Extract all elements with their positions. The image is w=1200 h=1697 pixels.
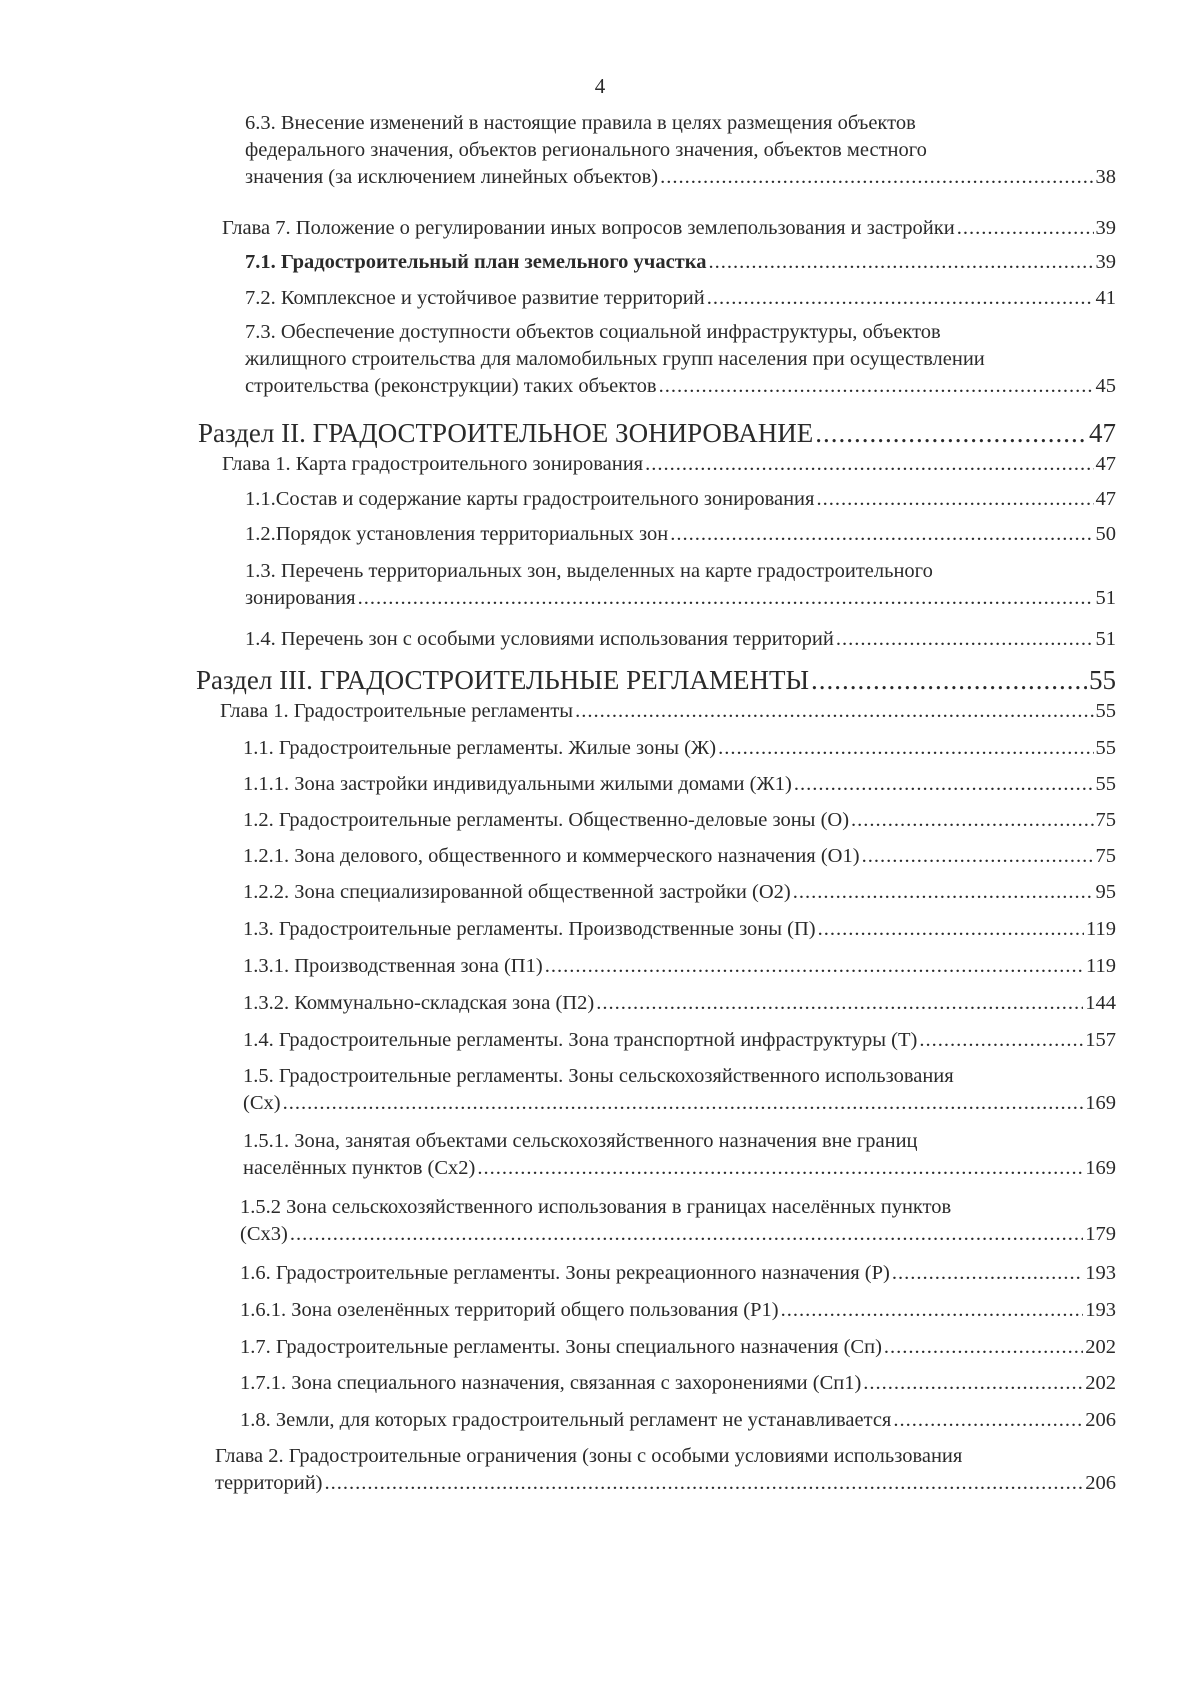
toc-entry: [198, 417, 1116, 449]
toc-entry-title: 1.1.1. Зона застройки индивидуальными жилыми домами (Ж1): [243, 773, 792, 795]
toc-entry-title: (Сх3): [240, 1223, 288, 1245]
toc-entry-title: 1.3.1. Производственная зона (П1): [243, 955, 543, 977]
toc-entry-last-line: [243, 735, 1116, 762]
toc-entry-number: 1.2.: [245, 523, 276, 545]
dot-leader: [575, 698, 1093, 725]
page-number: 4: [594, 74, 606, 98]
toc-entry-title: Раздел III. ГРАДОСТРОИТЕЛЬНЫЕ РЕГЛАМЕНТЫ: [196, 665, 810, 695]
toc-entry-last-line: [243, 807, 1116, 834]
toc-entry-last-line: [240, 1297, 1116, 1324]
toc-entry-last-line: [243, 1090, 1116, 1117]
toc-entry: [243, 735, 1116, 762]
toc-entry-page: 47: [1089, 418, 1116, 448]
toc-entry: [240, 1334, 1116, 1361]
dot-leader: [670, 521, 1093, 548]
dot-leader: [811, 664, 1087, 696]
dot-leader: [793, 879, 1094, 906]
toc-entry-title: Раздел II. ГРАДОСТРОИТЕЛЬНОЕ ЗОНИРОВАНИЕ: [198, 418, 814, 448]
toc-entry-last-line: [243, 879, 1116, 906]
toc-entry-page: 47: [1095, 453, 1116, 475]
dot-leader: [283, 1090, 1084, 1117]
toc-entry-line: [215, 1443, 1116, 1470]
dot-leader: [659, 373, 1094, 400]
toc-entry-title: Состав и содержание карты градостроительного зонирования: [275, 488, 815, 510]
dot-leader: [893, 1407, 1083, 1434]
toc-entry: [243, 916, 1116, 943]
toc-entry: [243, 990, 1116, 1017]
dot-leader: [596, 990, 1083, 1017]
dot-leader: [815, 417, 1087, 449]
toc-entry: [245, 558, 1116, 612]
toc-entry-page: 39: [1095, 251, 1116, 273]
toc-entry-last-line: [243, 1027, 1116, 1054]
toc-entry: [245, 521, 1116, 548]
toc-entry-last-line: [243, 771, 1116, 798]
dot-leader: [645, 451, 1093, 478]
toc-entry-title: 1.4. Перечень зон с особыми условиями использования территорий: [245, 628, 834, 650]
toc-entry-title: 1.4. Градостроительные регламенты. Зона транспортной инфраструктуры (Т): [243, 1029, 918, 1051]
toc-entry: [245, 486, 1116, 513]
toc-entry-last-line: [243, 1155, 1116, 1182]
toc-entry-page: 55: [1095, 700, 1116, 722]
toc-entry-title: 1.5.2 Зона сельскохозяйственного использования в границах населённых пунктов: [240, 1196, 952, 1218]
toc-entry-title: 1.6. Градостроительные регламенты. Зоны рекреационного назначения (Р): [240, 1262, 890, 1284]
dot-leader: [707, 285, 1094, 312]
toc-entry-title: 6.3. Внесение изменений в настоящие правила в целях размещения объектов: [245, 112, 916, 134]
toc-entry: [245, 319, 1116, 400]
dot-leader: [862, 843, 1094, 870]
toc-entry-title: жилищного строительства для маломобильных групп населения при осуществлении: [245, 348, 985, 370]
toc-entry-number: 1.1.: [245, 488, 276, 510]
toc-entry-title: 7.1. Градостроительный план земельного участка: [245, 251, 707, 273]
toc-entry: [240, 1370, 1116, 1397]
dot-leader: [818, 916, 1084, 943]
toc-entry-last-line: [245, 249, 1116, 276]
toc-entry-last-line: [222, 451, 1116, 478]
toc-entry-page: 193: [1085, 1299, 1116, 1321]
toc-entry-title: Глава 2. Градостроительные ограничения (зоны с особыми условиями использования: [215, 1445, 963, 1467]
toc-entry-last-line: [245, 285, 1116, 312]
toc-entry-page: 119: [1086, 955, 1116, 977]
toc-entry-title: 1.2. Градостроительные регламенты. Общественно-деловые зоны (О): [243, 809, 850, 831]
toc-entry-page: 45: [1095, 375, 1116, 397]
toc-entry-page: 119: [1086, 918, 1116, 940]
dot-leader: [325, 1470, 1084, 1497]
toc-entry: [196, 664, 1116, 696]
toc-entry-title: 1.7. Градостроительные регламенты. Зоны специального назначения (Сп): [240, 1336, 882, 1358]
toc-entry-title: (Сх): [243, 1092, 281, 1114]
toc-entry-page: 206: [1085, 1472, 1116, 1494]
toc-entry-title: значения (за исключением линейных объектов): [245, 166, 659, 188]
dot-leader: [709, 249, 1094, 276]
toc-entry-line: [243, 1128, 1116, 1155]
toc-entry-title: 1.3. Градостроительные регламенты. Производственные зоны (П): [243, 918, 816, 940]
dot-leader: [545, 953, 1084, 980]
toc-entry: [220, 698, 1116, 725]
toc-entry-title: зонирования: [245, 587, 356, 609]
toc-entry: [243, 807, 1116, 834]
dot-leader: [290, 1221, 1083, 1248]
toc-entry-title: 1.6.1. Зона озеленённых территорий общего пользования (Р1): [240, 1299, 779, 1321]
toc-entry-page: 202: [1085, 1372, 1116, 1394]
toc-entry-page: 179: [1085, 1223, 1116, 1245]
dot-leader: [836, 626, 1094, 653]
dot-leader: [781, 1297, 1084, 1324]
toc-entry-title: территорий): [215, 1472, 323, 1494]
toc-entry-last-line: [222, 215, 1116, 242]
toc-entry: [243, 843, 1116, 870]
toc-entry: [240, 1260, 1116, 1287]
toc-entry-page: 202: [1085, 1336, 1116, 1358]
toc-entry-last-line: [245, 373, 1116, 400]
toc-entry: [243, 879, 1116, 906]
toc-entry-last-line: [245, 521, 1116, 548]
dot-leader: [892, 1260, 1083, 1287]
toc-entry-title: 7.3. Обеспечение доступности объектов социальной инфраструктуры, объектов: [245, 321, 941, 343]
toc-entry-line: [245, 137, 1116, 164]
toc-entry-title: населённых пунктов (Сх2): [243, 1157, 476, 1179]
toc-entry-line: [243, 1063, 1116, 1090]
dot-leader: [794, 771, 1094, 798]
toc-entry-title: строительства (реконструкции) таких объектов: [245, 375, 657, 397]
toc-entry-line: [245, 558, 1116, 585]
toc-entry-line: [245, 110, 1116, 137]
toc-entry-page: 50: [1095, 523, 1116, 545]
toc-entry-page: 95: [1095, 881, 1116, 903]
toc-entry-last-line: [198, 417, 1116, 449]
toc-entry-page: 206: [1085, 1409, 1116, 1431]
toc-entry: [240, 1194, 1116, 1248]
toc-entry-page: 51: [1095, 587, 1116, 609]
dot-leader: [919, 1027, 1083, 1054]
toc-entry-page: 157: [1085, 1029, 1116, 1051]
toc-entry-title: Глава 7. Положение о регулировании иных вопросов землепользования и застройки: [222, 217, 955, 239]
toc-entry-title: 7.2. Комплексное и устойчивое развитие территорий: [245, 287, 705, 309]
toc-entry-title: Порядок установления территориальных зон: [275, 523, 669, 545]
toc-entry-page: 144: [1085, 992, 1116, 1014]
dot-leader: [816, 486, 1093, 513]
toc-entry-title: Глава 1. Градостроительные регламенты: [220, 700, 574, 722]
toc-entry: [245, 285, 1116, 312]
toc-entry-last-line: [240, 1334, 1116, 1361]
toc-entry-last-line: [220, 698, 1116, 725]
toc-entry-page: 55: [1095, 737, 1116, 759]
dot-leader: [851, 807, 1093, 834]
toc-entry-last-line: [240, 1407, 1116, 1434]
toc-entry-last-line: [240, 1221, 1116, 1248]
toc-entry-last-line: [245, 626, 1116, 653]
toc-entry-line: [240, 1194, 1116, 1221]
toc-entry-last-line: [243, 916, 1116, 943]
toc-entry-title: 1.3.2. Коммунально-складская зона (П2): [243, 992, 595, 1014]
toc-entry: [245, 249, 1116, 276]
toc-entry-page: 39: [1095, 217, 1116, 239]
toc-entry-title: 1.5.1. Зона, занятая объектами сельскохозяйственного назначения вне границ: [243, 1130, 918, 1152]
dot-leader: [660, 164, 1093, 191]
toc-entry-last-line: [243, 990, 1116, 1017]
toc-entry: [243, 1063, 1116, 1117]
toc-entry: [243, 953, 1116, 980]
toc-entry-title: 1.7.1. Зона специального назначения, связанная с захоронениями (Сп1): [240, 1372, 862, 1394]
dot-leader: [477, 1155, 1083, 1182]
toc-entry-last-line: [196, 664, 1116, 696]
toc-entry-title: 1.2.2. Зона специализированной общественной застройки (О2): [243, 881, 791, 903]
toc-entry-title: 1.2.1. Зона делового, общественного и коммерческого назначения (О1): [243, 845, 860, 867]
toc-entry: [245, 626, 1116, 653]
toc-entry: [243, 1027, 1116, 1054]
toc-entry-page: 47: [1095, 488, 1116, 510]
toc-entry-last-line: [240, 1370, 1116, 1397]
dot-leader: [884, 1334, 1083, 1361]
toc-entry-title: 1.1. Градостроительные регламенты. Жилые зоны (Ж): [243, 737, 717, 759]
toc-entry: [222, 451, 1116, 478]
toc-entry-last-line: [243, 953, 1116, 980]
toc-entry-line: [245, 346, 1116, 373]
toc-entry-page: 193: [1085, 1262, 1116, 1284]
toc-entry-last-line: [245, 585, 1116, 612]
toc-entry-title: Глава 1. Карта градостроительного зонирования: [222, 453, 644, 475]
toc-entry-page: 75: [1095, 845, 1116, 867]
toc-entry-title: 1.8. Земли, для которых градостроительный регламент не устанавливается: [240, 1409, 892, 1431]
toc-entry: [222, 215, 1116, 242]
toc-entry-title: федерального значения, объектов регионального значения, объектов местного: [245, 139, 927, 161]
dot-leader: [718, 735, 1093, 762]
toc-entry-line: [245, 319, 1116, 346]
toc-entry-page: 55: [1089, 665, 1116, 695]
toc-entry-page: 75: [1095, 809, 1116, 831]
toc-entry-page: 51: [1095, 628, 1116, 650]
toc-entry: [243, 771, 1116, 798]
toc-entry-page: 38: [1095, 166, 1116, 188]
toc-entry-title: 1.5. Градостроительные регламенты. Зоны сельскохозяйственного использования: [243, 1065, 954, 1087]
toc-entry: [240, 1297, 1116, 1324]
dot-leader: [358, 585, 1094, 612]
toc-entry: [243, 1128, 1116, 1182]
dot-leader: [957, 215, 1094, 242]
toc-entry: [215, 1443, 1116, 1497]
toc-entry-last-line: [240, 1260, 1116, 1287]
dot-leader: [863, 1370, 1083, 1397]
toc-entry-last-line: [245, 164, 1116, 191]
toc-entry: [245, 110, 1116, 191]
toc-entry-page: 41: [1095, 287, 1116, 309]
toc-entry-last-line: [245, 486, 1116, 513]
toc-entry-page: 169: [1085, 1157, 1116, 1179]
toc-entry-title: 1.3. Перечень территориальных зон, выделенных на карте градостроительного: [245, 560, 933, 582]
toc-entry-last-line: [243, 843, 1116, 870]
toc-entry: [240, 1407, 1116, 1434]
toc-entry-last-line: [215, 1470, 1116, 1497]
toc-entry-page: 55: [1095, 773, 1116, 795]
toc-entry-page: 169: [1085, 1092, 1116, 1114]
